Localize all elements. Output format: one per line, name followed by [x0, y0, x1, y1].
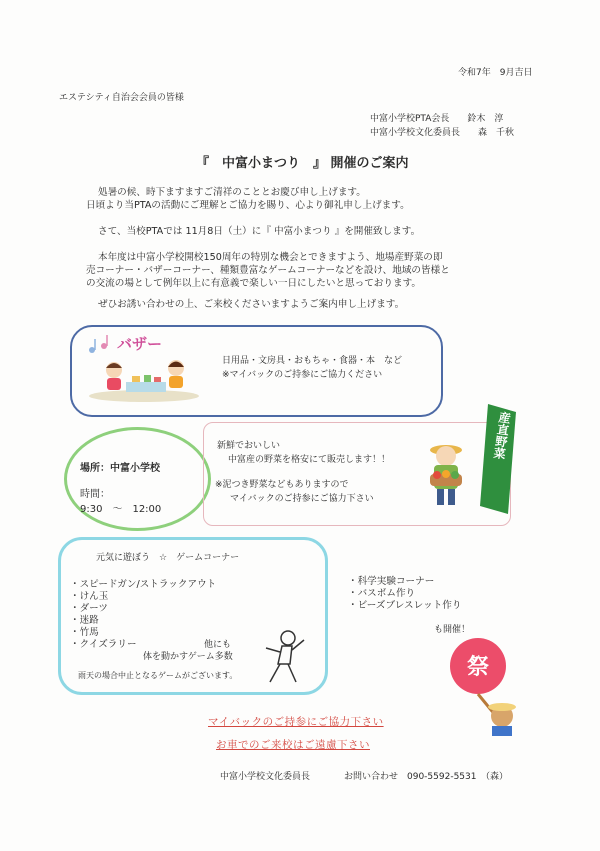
- recipient: エステシティ自治会会員の皆様: [59, 93, 184, 103]
- sender-pta-president: 中富小学校PTA会長 鈴木 淳: [370, 114, 504, 124]
- science-list: [348, 573, 462, 609]
- list-item: ・スピードガン/ストラックアウト: [70, 579, 217, 590]
- bear-icon: [488, 703, 516, 736]
- paragraph-details: 本年度は中富小学校開校150周年の特別な機会とできますよう、地場産野菜の即 売コーナー・バザーコーナー、種類豊富なゲームコーナーなどを設け、地域の皆様と の交流の場として例年以上に有意義で楽しい一日にしたいと思っております。: [86, 252, 450, 289]
- bazaar-note: ※マイバックのご持参にご協力ください: [222, 370, 383, 380]
- list-item: ・けん玉: [70, 591, 109, 602]
- list-item: ・科学実験コーナー: [348, 576, 435, 587]
- event-place: 場所：中富小学校: [80, 463, 160, 474]
- event-info-ellipse: [64, 427, 211, 531]
- notice-bag: マイバックのご持参にご協力下さい: [208, 716, 384, 728]
- event-time: 9:30 ～ 12:00: [80, 504, 162, 515]
- game-list: [70, 576, 216, 648]
- vegetable-line1: 新鮮でおいしい: [217, 441, 281, 451]
- list-item: ・バスボム作り: [348, 588, 416, 599]
- list-item: ・迷路: [70, 615, 99, 626]
- footer-org: 中富小学校文化委員長: [220, 772, 311, 782]
- bazaar-illustration: [82, 330, 206, 408]
- paragraph-announcement: さて、当校PTAでは 11月8日（土）に『 中富小まつり 』を開催致します。: [98, 226, 421, 237]
- rain-note: 雨天の場合中止となるゲームがございます。: [78, 671, 238, 680]
- vegetable-note1: ※泥つき野菜などもありますので: [215, 480, 349, 490]
- farmer-icon: [430, 445, 462, 505]
- music-note-icon: [89, 335, 107, 353]
- vegetable-note2: マイバックのご持参にご協力下さい: [230, 494, 374, 504]
- also-held: も開催！: [434, 625, 471, 635]
- list-item: ・ダーツ: [70, 603, 108, 614]
- farmer-illustration: [418, 402, 518, 522]
- game-corner-heading: 元気に遊ぼう ☆ ゲームコーナー: [96, 553, 240, 563]
- paragraph-invitation: ぜひお誘い合わせの上、ご来校くださいますようご案内申し上げます。: [98, 299, 405, 310]
- vegetable-sign-char-1: 産直野菜: [491, 410, 513, 461]
- bazaar-items: 日用品・文房具・おもちゃ・食器・本 など: [222, 356, 403, 366]
- baseball-player-illustration: [260, 628, 310, 688]
- vegetable-line2: 中富産の野菜を格安にて販売します！！: [228, 455, 391, 465]
- game-other2: 体を動かすゲーム多数: [143, 652, 233, 662]
- date: 令和7年 9月吉日: [458, 68, 533, 78]
- sender-culture-chair: 中富小学校文化委員長 森 千秋: [370, 128, 515, 138]
- notice-car: お車でのご来校はご遠慮下さい: [216, 739, 370, 751]
- footer-contact: お問い合わせ 090-5592-5531 （森）: [344, 772, 508, 782]
- page-title: 『 中富小まつり 』 開催のご案内: [196, 156, 409, 171]
- paragraph-greeting: 処暑の候、時下ますますご清祥のこととお慶び申し上げます。 日頃より当PTAの活動にご理解とご協力を賜り、心より御礼申し上げます。: [86, 187, 410, 211]
- game-other1: 他にも: [204, 640, 232, 650]
- event-time-label: 時間：: [80, 489, 110, 500]
- festival-char: 祭: [466, 655, 490, 680]
- list-item: ・竹馬: [70, 627, 99, 638]
- child-right-icon: [168, 360, 184, 388]
- list-item: ・ビーズブレスレット作り: [348, 600, 462, 611]
- festival-fan-illustration: [440, 636, 530, 736]
- bazaar-heading: バザー: [117, 335, 163, 353]
- list-item: ・クイズラリー: [70, 639, 137, 650]
- child-left-icon: [106, 362, 122, 390]
